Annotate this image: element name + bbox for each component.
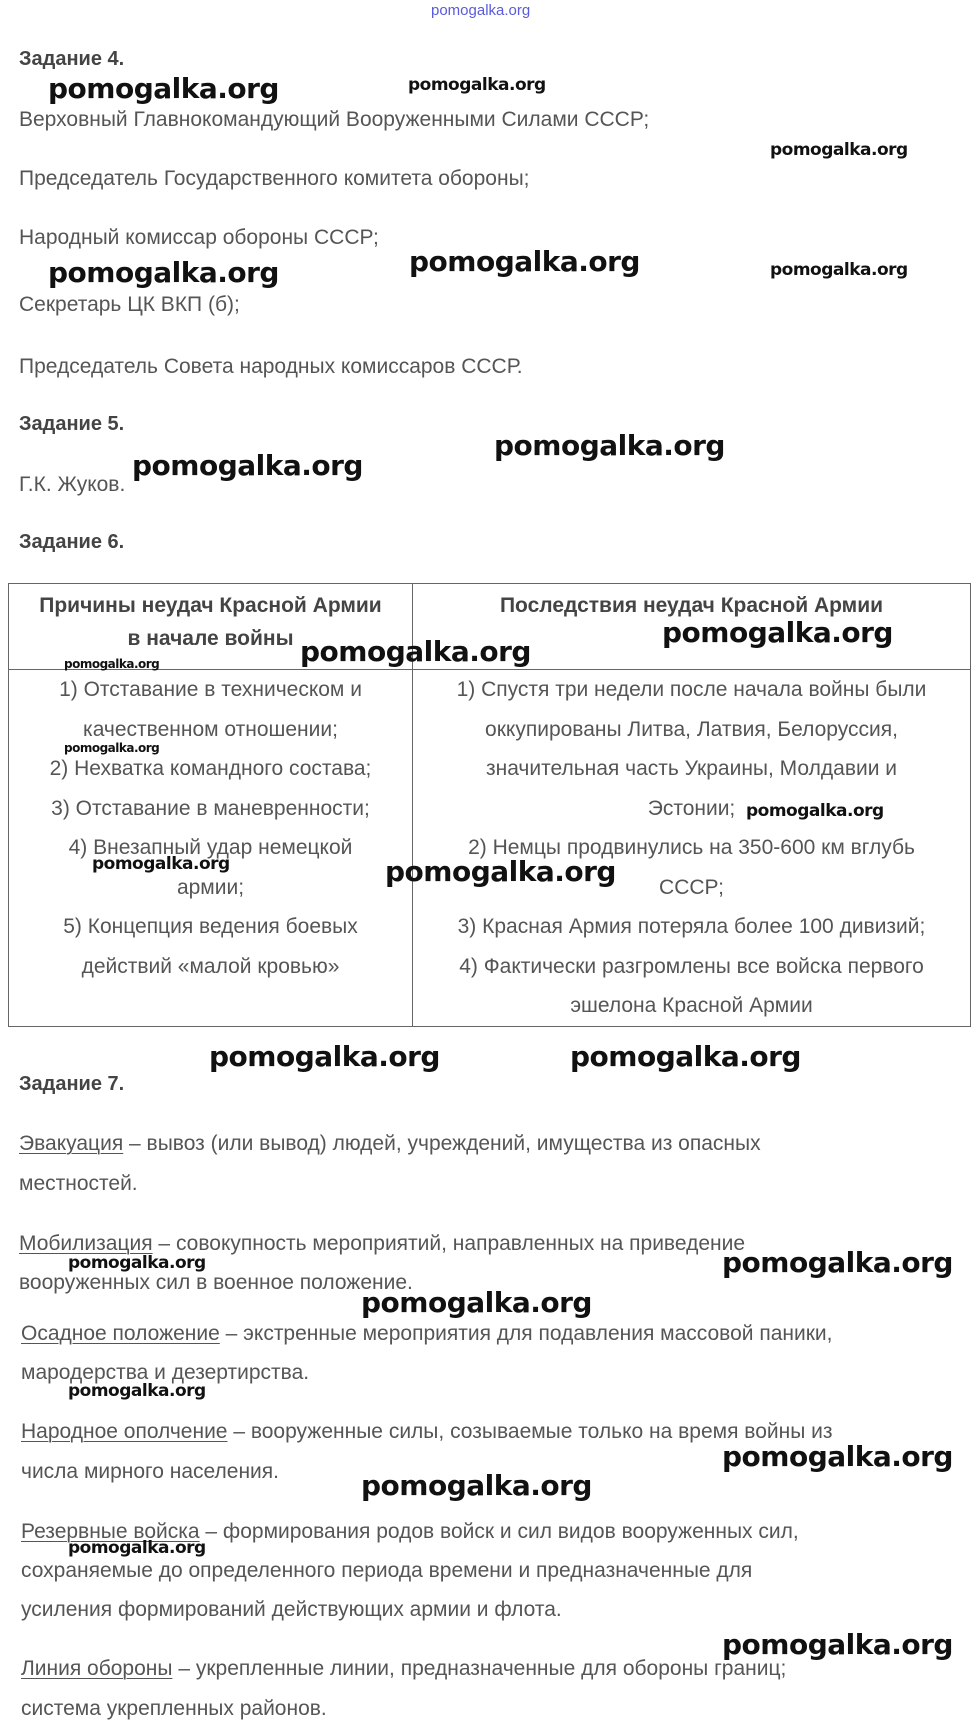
definition-defense-line [21,1657,786,1681]
watermark: pomogalka.org [746,801,884,821]
definition-text: – экстренные мероприятия для подавления массовой паники, [219,1322,833,1345]
definition-continuation: усиления формирований действующих армии и флота. [21,1598,562,1621]
task6-heading: Задание 6. [19,531,125,553]
term: Осадное положение [21,1322,220,1345]
site-link[interactable]: pomogalka.org [431,2,531,19]
watermark: pomogalka.org [68,1253,206,1273]
watermark: pomogalka.org [300,635,531,668]
causes-line: качественном отношении; [83,717,338,741]
watermark: pomogalka.org [385,855,616,888]
causes-line: армии; [176,875,245,899]
watermark: pomogalka.org [409,245,640,278]
watermark: pomogalka.org [48,72,279,105]
task5-heading: Задание 5. [19,413,125,435]
header-consequences-line-1: Последствия неудач Красной Армии [499,594,884,617]
watermark: pomogalka.org [68,1381,206,1401]
watermark: pomogalka.org [570,1040,801,1073]
term: Резервные войска [21,1520,200,1543]
watermark: pomogalka.org [722,1246,953,1279]
table-row [9,670,971,1027]
term: Линия обороны [21,1657,173,1680]
watermark: pomogalka.org [722,1440,953,1473]
definition-text: – вывоз (или вывод) людей, учреждений, имущества из опасных [123,1132,761,1155]
causes-line: 5) Концепция ведения боевых [63,915,358,938]
watermark: pomogalka.org [494,429,725,462]
watermark: pomogalka.org [48,256,279,289]
table-cell-causes [9,670,413,1027]
watermark: pomogalka.org [662,616,893,649]
definition-continuation: сохраняемые до определенного периода времени и предназначенные для [21,1559,753,1582]
watermark: pomogalka.org [770,140,908,160]
definition-text: – вооруженные силы, созываемые только на время войны из [227,1420,833,1443]
consequences-line: эшелона Красной Армии [570,994,813,1017]
term: Эвакуация [19,1132,124,1155]
header-causes-line-2: в начале войны [127,627,294,650]
watermark: pomogalka.org [132,449,363,482]
task7-heading: Задание 7. [19,1073,125,1095]
consequences-line: Эстонии; [647,796,736,820]
watermark: pomogalka.org [92,854,230,874]
watermark: pomogalka.org [68,1538,206,1558]
definition-text: – совокупность мероприятий, направленных на приведение [152,1232,746,1255]
definition-militia [21,1420,833,1444]
definition-text: – укрепленные линии, предназначенные для обороны границ; [172,1657,787,1680]
term: Народное ополчение [21,1420,228,1443]
consequences-line: оккупированы Литва, Латвия, Белоруссия, [485,717,898,741]
task5-answer: Г.К. Жуков. [19,473,126,496]
header-causes-line-1: Причины неудач Красной Армии [39,594,382,617]
watermark: pomogalka.org [722,1628,953,1661]
definition-continuation: мародерства и дезертирства. [21,1361,310,1384]
definition-continuation: числа мирного населения. [21,1460,279,1483]
consequences-line: значительная часть Украины, Молдавии и [485,757,898,780]
task4-line-5: Председатель Совета народных комиссаров СССР. [19,355,523,378]
term: Мобилизация [19,1232,153,1255]
definition-evacuation [19,1132,761,1156]
watermark: pomogalka.org [408,75,546,95]
watermark: pomogalka.org [770,260,908,280]
causes-line: действий «малой кровью» [81,954,340,978]
definition-siege [21,1322,832,1346]
watermark: pomogalka.org [361,1469,592,1502]
consequences-line: 1) Спустя три недели после начала войны были [456,678,927,701]
consequences-line: СССР; [659,875,724,899]
definition-text: – формирования родов войск и сил видов вооруженных сил, [199,1520,799,1543]
task4-heading: Задание 4. [19,48,125,70]
definition-continuation: система укрепленных районов. [21,1697,327,1720]
causes-line: 3) Отставание в маневренности; [51,796,370,820]
causes-line: 4) Внезапный удар немецкой [68,836,353,859]
watermark: pomogalka.org [209,1040,440,1073]
causes-line: 2) Нехватка командного состава; [49,757,372,780]
task4-line-1: Верховный Главнокомандующий Вооруженными Силами СССР; [19,108,650,131]
watermark: pomogalka.org [361,1286,592,1319]
watermark: pomogalka.org [64,741,160,755]
consequences-line: 2) Немцы продвинулись на 350-600 км вглубь [468,836,915,859]
task4-line-4: Секретарь ЦК ВКП (б); [19,293,240,316]
task4-line-3: Народный комиссар обороны СССР; [19,226,379,249]
watermark: pomogalka.org [64,657,160,671]
definition-continuation: вооруженных сил в военное положение. [19,1271,413,1294]
definition-continuation: местностей. [19,1172,138,1195]
table-cell-consequences [413,670,971,1027]
consequences-line: 3) Красная Армия потеряла более 100 дивизий; [457,915,926,938]
task4-line-2: Председатель Государственного комитета обороны; [19,167,530,190]
causes-line: 1) Отставание в техническом и [59,678,362,701]
consequences-line: 4) Фактически разгромлены все войска первого [459,954,924,978]
